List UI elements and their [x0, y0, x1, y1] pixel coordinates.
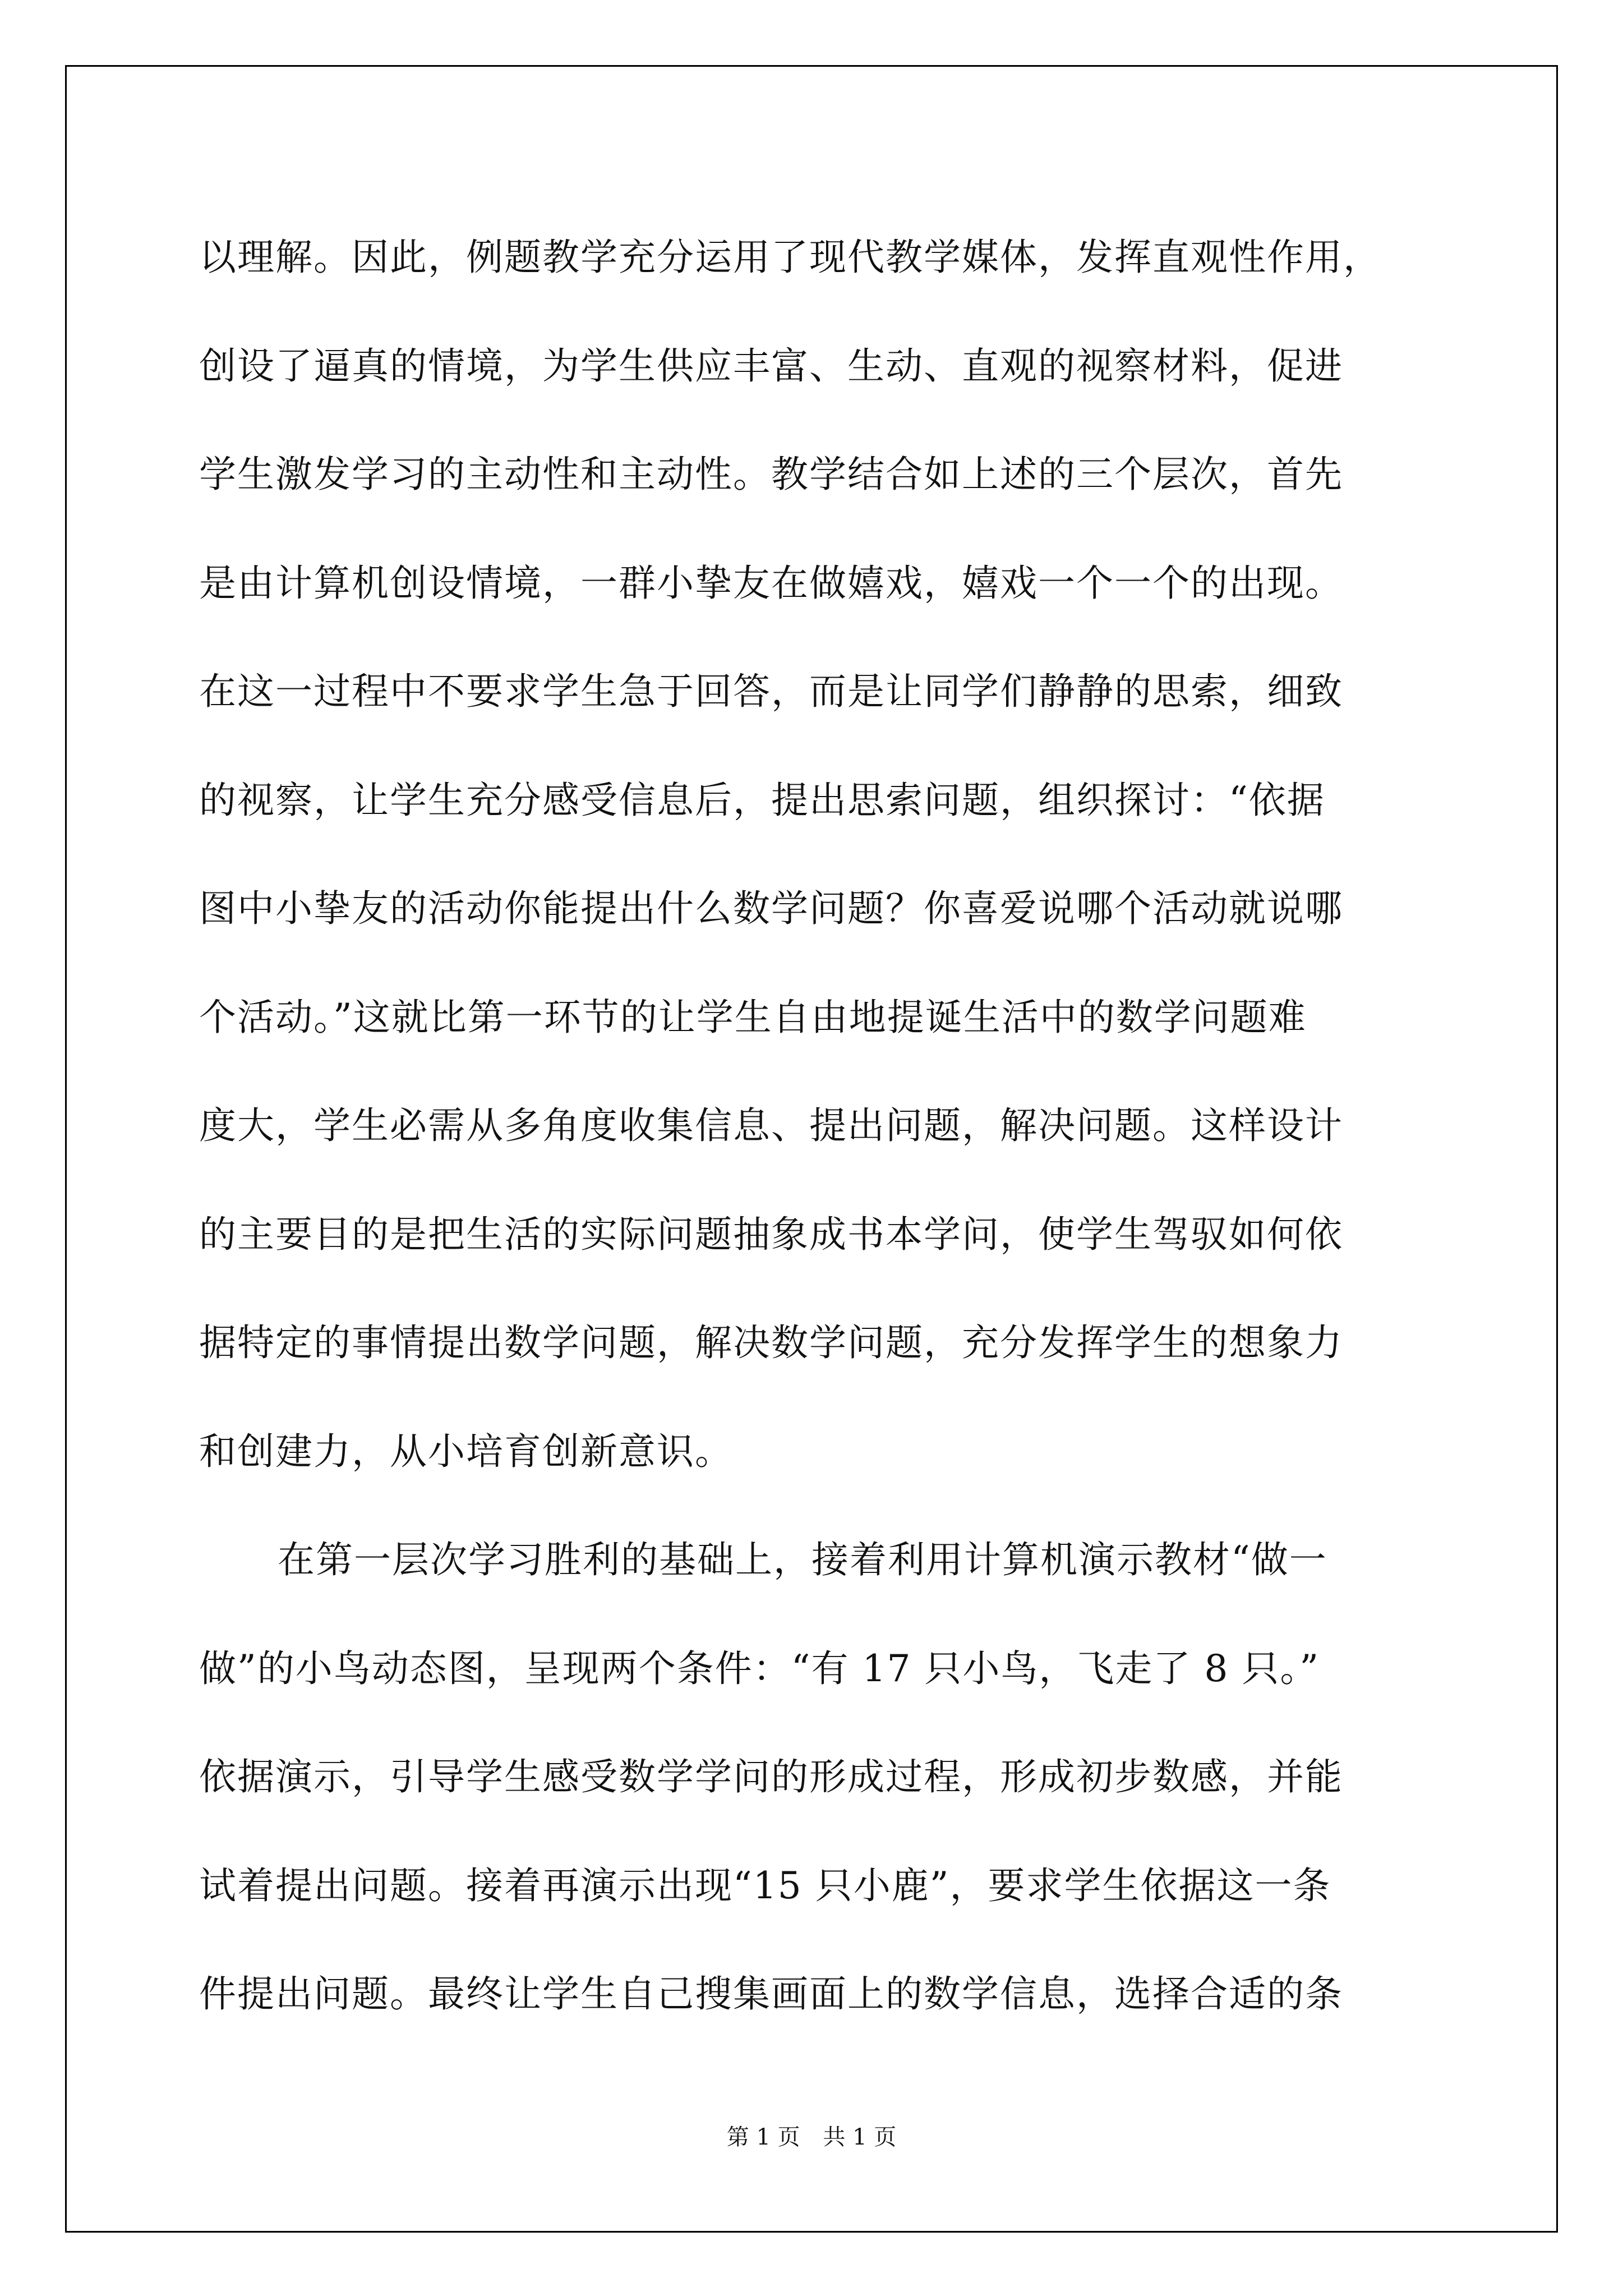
text-line: 以理解。因此，例题教学充分运用了现代教学媒体，发挥直观性作用， — [199, 236, 1381, 279]
text-line: 创设了逼真的情境，为学生供应丰富、生动、直观的视察材料，促进 — [199, 344, 1343, 388]
text-line: 在这一过程中不要求学生急于回答，而是让同学们静静的思索，细致 — [199, 670, 1343, 713]
document-body — [199, 203, 1489, 2049]
text-line: 图中小挚友的活动你能提出什么数学问题？你喜爱说哪个活动就说哪 — [199, 887, 1343, 930]
text-line: 的视察，让学生充分感受信息后，提出思索问题，组织探讨：“依据 — [199, 778, 1325, 822]
text-line: 件提出问题。最终让学生自己搜集画面上的数学信息，选择合适的条 — [199, 1972, 1343, 2016]
page-footer — [0, 2120, 1623, 2154]
text-line: 依据演示，引导学生感受数学学问的形成过程，形成初步数感，并能 — [199, 1755, 1343, 1798]
text-line: 学生激发学习的主动性和主动性。教学结合如上述的三个层次，首先 — [199, 453, 1343, 496]
text-line: 做”的小鸟动态图，呈现两个条件：“有 17 只小鸟，飞走了 8 只。” — [199, 1646, 1320, 1690]
text-line: 试着提出问题。接着再演示出现“15 只小鹿”，要求学生依据这一条 — [199, 1864, 1331, 1907]
page-total: 共 1 页 — [823, 2124, 897, 2150]
page-number: 第 1 页 — [726, 2124, 800, 2150]
text-line: 据特定的事情提出数学问题，解决数学问题，充分发挥学生的想象力 — [199, 1321, 1343, 1364]
paragraph-start-line: 在第一层次学习胜利的基础上，接着利用计算机演示教材“做一 — [278, 1538, 1327, 1581]
text-line: 个活动。”这就比第一环节的让学生自由地提诞生活中的数学问题难 — [199, 995, 1307, 1039]
text-line: 是由计算机创设情境，一群小挚友在做嬉戏，嬉戏一个一个的出现。 — [199, 561, 1343, 605]
text-line: 度大，学生必需从多角度收集信息、提出问题，解决问题。这样设计 — [199, 1104, 1343, 1147]
text-line: 的主要目的是把生活的实际问题抽象成书本学问，使学生驾驭如何依 — [199, 1212, 1343, 1256]
text-line: 和创建力，从小培育创新意识。 — [199, 1429, 733, 1473]
